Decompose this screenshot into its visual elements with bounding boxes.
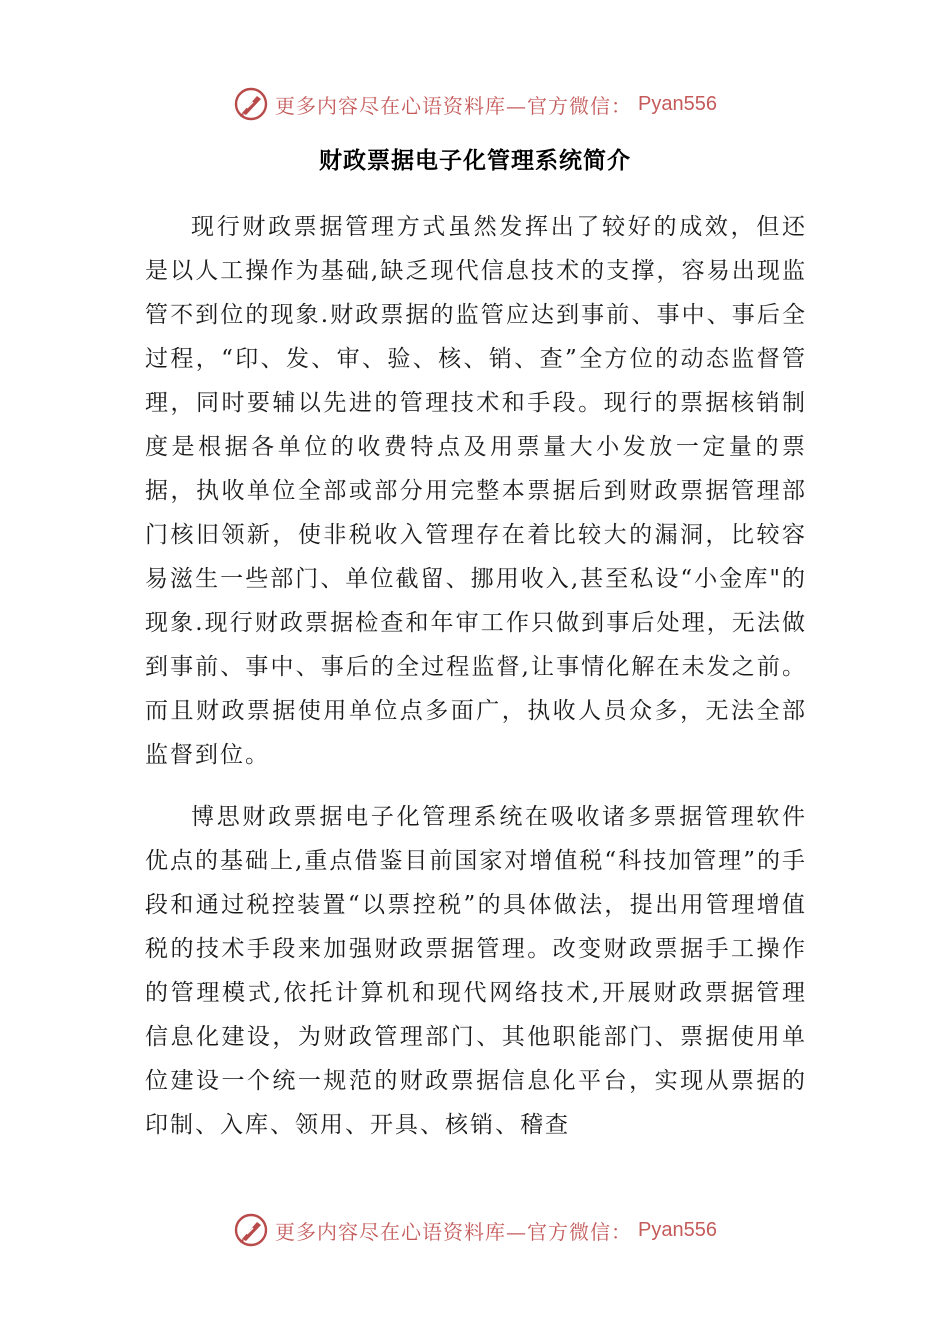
pen-logo-icon [233,1212,269,1248]
footer-banner [0,1210,950,1250]
header-banner [0,84,950,124]
paragraph-1: 现行财政票据管理方式虽然发挥出了较好的成效，但还是以人工操作为基础,缺乏现代信息技术的支撑，容易出现监管不到位的现象.财政票据的监管应达到事前、事中、事后全过程，“印、发、审、验、核、销、查”全方位的动态监督管理，同时要辅以先进的管理技术和手段。现行的票据核销制度是根据各单位的收费特点及用票量大小发放一定量的票据，执收单位全部或部分用完整本票据后到财政票据管理部门核旧领新，使非税收入管理存在着比较大的漏洞，比较容易滋生一些部门、单位截留、挪用收入,甚至私设“小金库"的现象.现行财政票据检查和年审工作只做到事后处理，无法做到事前、事中、事后的全过程监督,让事情化解在未发之前。而且财政票据使用单位点多面广，执收人员众多，无法全部监督到位。 [145,214,807,768]
pen-logo-icon [233,86,269,122]
document-title: 财政票据电子化管理系统简介 [319,148,631,174]
paragraph-2: 博思财政票据电子化管理系统在吸收诸多票据管理软件优点的基础上,重点借鉴目前国家对增值税“科技加管理”的手段和通过税控装置“以票控税”的具体做法，提出用管理增值税的技术手段来加强财政票据管理。改变财政票据手工操作的管理模式,依托计算机和现代网络技术,开展财政票据管理信息化建设，为财政管理部门、其他职能部门、票据使用单位建设一个统一规范的财政票据信息化平台，实现从票据的印制、入库、领用、开具、核销、稽查 [145,804,807,1138]
banner-wechat-id: Pyan556 [638,1218,717,1241]
banner-text: 更多内容尽在心语资料库—官方微信： [275,1219,633,1244]
banner-wechat-id: Pyan556 [638,92,717,115]
banner-text: 更多内容尽在心语资料库—官方微信： [275,93,633,118]
